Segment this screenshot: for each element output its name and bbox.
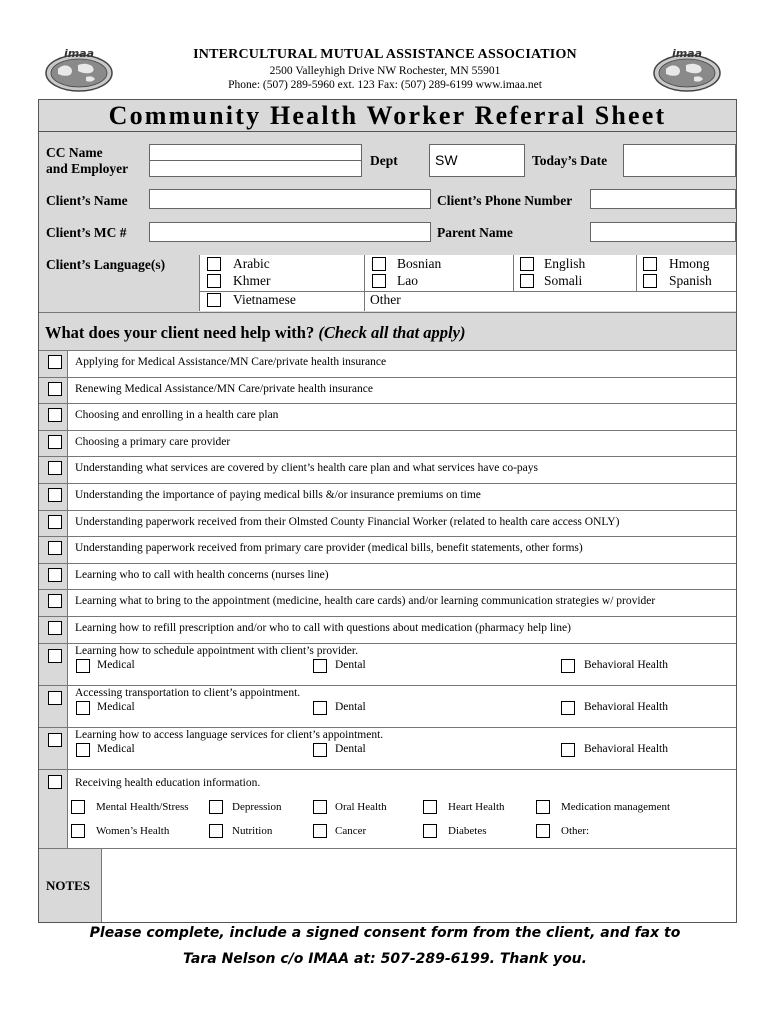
help-item-7-label: Understanding paperwork received from their Olmsted County Financial Worker (related to health care access ONLY) xyxy=(75,516,620,528)
education-checkbox[interactable] xyxy=(48,775,62,789)
help-item-3-checkbox[interactable] xyxy=(48,408,62,422)
womens-health-checkbox[interactable] xyxy=(71,824,85,838)
other-language-label: Other xyxy=(370,292,401,307)
notes-label-cell xyxy=(39,848,102,922)
employer-input[interactable] xyxy=(149,160,362,177)
footer-line-2: Tara Nelson c/o IMAA at: 507-289-6199. Thank you. xyxy=(183,951,587,967)
dept-value: SW xyxy=(435,152,458,168)
sub-item-1-label: Learning how to schedule appointment with client’s provider. xyxy=(75,645,358,657)
form-title: Community Health Worker Referral Sheet xyxy=(108,101,667,130)
oral-health-label: Oral Health xyxy=(335,801,387,813)
vietnamese-checkbox[interactable] xyxy=(207,293,221,307)
lao-checkbox[interactable] xyxy=(372,274,386,288)
clients-mc-input[interactable] xyxy=(149,222,431,242)
todays-date-label: Today’s Date xyxy=(532,153,608,168)
footer-line-1: Please complete, include a signed consent form from the client, and fax to xyxy=(89,925,681,941)
sub-item-2-dental-label: Dental xyxy=(335,701,366,713)
nutrition-label: Nutrition xyxy=(232,825,273,837)
logo-text: imaa xyxy=(63,47,95,60)
sub-item-1-medical-label: Medical xyxy=(97,659,135,671)
org-contact: Phone: (507) 289-5960 ext. 123 Fax: (507) 289-6199 www.imaa.net xyxy=(228,79,542,91)
help-item-9-checkbox[interactable] xyxy=(48,568,62,582)
referral-form xyxy=(38,99,737,923)
sub-item-2-checkbox[interactable] xyxy=(48,691,62,705)
question-text: What does your client need help with? xyxy=(45,323,315,342)
bosnian-checkbox[interactable] xyxy=(372,257,386,271)
hmong-checkbox[interactable] xyxy=(643,257,657,271)
other-topic-label: Other: xyxy=(561,825,590,837)
sub-item-1-checkbox[interactable] xyxy=(48,649,62,663)
sub-item-1-behavioral-health-checkbox[interactable] xyxy=(561,659,575,673)
help-item-11-checkbox[interactable] xyxy=(48,621,62,635)
help-item-3-label: Choosing and enrolling in a health care plan xyxy=(75,409,279,421)
heart-health-checkbox[interactable] xyxy=(423,800,437,814)
nutrition-checkbox[interactable] xyxy=(209,824,223,838)
other-topic-checkbox[interactable] xyxy=(536,824,550,838)
clients-mc-label: Client’s MC # xyxy=(46,225,127,240)
sub-item-1-dental-label: Dental xyxy=(335,659,366,671)
medication-management-label: Medication management xyxy=(561,801,671,813)
notes-input[interactable] xyxy=(102,848,736,922)
help-item-8-checkbox[interactable] xyxy=(48,541,62,555)
help-item-4-checkbox[interactable] xyxy=(48,435,62,449)
help-item-10-checkbox[interactable] xyxy=(48,594,62,608)
todays-date-input[interactable] xyxy=(623,144,736,177)
help-item-9-label: Learning who to call with health concerns (nurses line) xyxy=(75,569,329,581)
arabic-label: Arabic xyxy=(233,256,270,271)
depression-checkbox[interactable] xyxy=(209,800,223,814)
spanish-label: Spanish xyxy=(669,273,712,288)
org-address: 2500 Valleyhigh Drive NW Rochester, MN 55901 xyxy=(269,65,501,77)
question-heading xyxy=(45,323,465,343)
mental-health-checkbox[interactable] xyxy=(71,800,85,814)
cc-name-label-1: CC Name xyxy=(46,145,103,160)
notes-label: NOTES xyxy=(46,878,91,893)
sub-item-3-behavioral-health-label: Behavioral Health xyxy=(584,743,668,755)
clients-phone-label: Client’s Phone Number xyxy=(437,193,573,208)
spanish-checkbox[interactable] xyxy=(643,274,657,288)
sub-item-3-behavioral-health-checkbox[interactable] xyxy=(561,743,575,757)
mental-health-label: Mental Health/Stress xyxy=(96,801,189,813)
sub-item-2-label: Accessing transportation to client’s appointment. xyxy=(75,687,301,699)
clients-name-input[interactable] xyxy=(149,189,431,209)
english-label: English xyxy=(544,256,586,271)
sub-item-2-medical-label: Medical xyxy=(97,701,135,713)
khmer-label: Khmer xyxy=(233,273,271,288)
dept-label: Dept xyxy=(370,153,398,168)
help-item-6-checkbox[interactable] xyxy=(48,488,62,502)
help-item-7-checkbox[interactable] xyxy=(48,515,62,529)
sub-item-2-behavioral-health-label: Behavioral Health xyxy=(584,701,668,713)
diabetes-checkbox[interactable] xyxy=(423,824,437,838)
clients-phone-input[interactable] xyxy=(590,189,736,209)
question-instruction: (Check all that apply) xyxy=(318,323,466,342)
org-name: INTERCULTURAL MUTUAL ASSISTANCE ASSOCIATION xyxy=(193,47,577,62)
cc-name-label-2: and Employer xyxy=(46,161,129,176)
clients-name-label: Client’s Name xyxy=(46,193,128,208)
help-item-6-label: Understanding the importance of paying medical bills &/or insurance premiums on time xyxy=(75,489,481,501)
help-item-5-label: Understanding what services are covered by client’s health care plan and what services have co-pays xyxy=(75,462,539,474)
help-item-11-label: Learning how to refill prescription and/or who to call with questions about medication (pharmacy help line) xyxy=(75,622,571,634)
help-item-2-label: Renewing Medical Assistance/MN Care/private health insurance xyxy=(75,383,373,395)
womens-health-label: Women’s Health xyxy=(96,825,170,837)
languages-label: Client’s Language(s) xyxy=(46,257,166,272)
help-item-10-label: Learning what to bring to the appointment (medicine, health care cards) and/or learning communication strategies w/ provider xyxy=(75,595,656,607)
somali-label: Somali xyxy=(544,273,583,288)
help-item-1-label: Applying for Medical Assistance/MN Care/private health insurance xyxy=(75,356,387,368)
sub-item-3-medical-label: Medical xyxy=(97,743,135,755)
help-item-5-checkbox[interactable] xyxy=(48,461,62,475)
sub-item-2-behavioral-health-checkbox[interactable] xyxy=(561,701,575,715)
other-language-input[interactable] xyxy=(419,293,729,309)
bosnian-label: Bosnian xyxy=(397,256,442,271)
dept-input[interactable] xyxy=(429,144,525,177)
somali-checkbox[interactable] xyxy=(520,274,534,288)
cancer-label: Cancer xyxy=(335,825,367,837)
help-item-8-label: Understanding paperwork received from primary care provider (medical bills, benefit statements, other forms) xyxy=(75,542,583,554)
sub-item-3-checkbox[interactable] xyxy=(48,733,62,747)
arabic-checkbox[interactable] xyxy=(207,257,221,271)
sub-item-3-dental-checkbox[interactable] xyxy=(313,743,327,757)
help-item-4-label: Choosing a primary care provider xyxy=(75,436,231,448)
medication-management-checkbox[interactable] xyxy=(536,800,550,814)
cc-name-input[interactable] xyxy=(149,144,362,161)
sub-item-1-behavioral-health-label: Behavioral Health xyxy=(584,659,668,671)
title-bar xyxy=(39,100,736,132)
sub-item-3-medical-checkbox[interactable] xyxy=(76,743,90,757)
help-item-2-checkbox[interactable] xyxy=(48,382,62,396)
parent-name-label: Parent Name xyxy=(437,225,513,240)
heart-health-label: Heart Health xyxy=(448,801,505,813)
sub-item-3-label: Learning how to access language services for client’s appointment. xyxy=(75,729,384,741)
english-checkbox[interactable] xyxy=(520,257,534,271)
logo-text: imaa xyxy=(671,47,703,60)
lao-label: Lao xyxy=(397,273,418,288)
diabetes-label: Diabetes xyxy=(448,825,487,837)
oral-health-checkbox[interactable] xyxy=(313,800,327,814)
hmong-label: Hmong xyxy=(669,256,710,271)
parent-name-input[interactable] xyxy=(590,222,736,242)
help-item-1-checkbox[interactable] xyxy=(48,355,62,369)
sub-item-2-medical-checkbox[interactable] xyxy=(76,701,90,715)
education-label: Receiving health education information. xyxy=(75,777,261,789)
sub-item-1-medical-checkbox[interactable] xyxy=(76,659,90,673)
sub-item-3-dental-label: Dental xyxy=(335,743,366,755)
cancer-checkbox[interactable] xyxy=(313,824,327,838)
vietnamese-label: Vietnamese xyxy=(233,292,296,307)
depression-label: Depression xyxy=(232,801,282,813)
khmer-checkbox[interactable] xyxy=(207,274,221,288)
sub-item-1-dental-checkbox[interactable] xyxy=(313,659,327,673)
sub-item-2-dental-checkbox[interactable] xyxy=(313,701,327,715)
